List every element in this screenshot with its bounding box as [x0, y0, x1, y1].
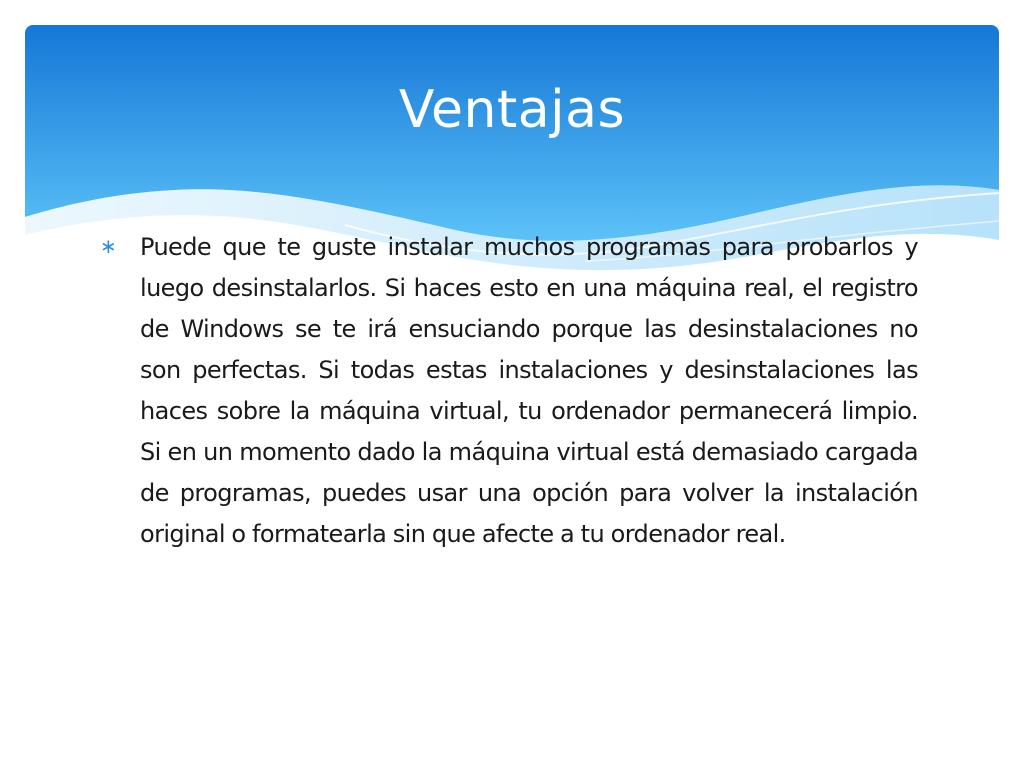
- bullet-text: Puede que te guste instalar muchos programas para probarlos y luego desinstalarlos. Si haces esto en una máquina real, el registro de Windows se te irá ensuciando porque las desinstalaciones no son perfectas. Si todas estas instalaciones y desinstalaciones las haces sobre la máquina virtual, tu ordenador permanecerá limpio. Si en un momento dado la máquina virtual está demasiado cargada de programas, puedes usar una opción para volver la instalación original o formatearla sin que afecte a tu ordenador real.: [140, 233, 918, 548]
- asterisk-bullet-icon: ∗: [100, 234, 117, 258]
- bullet-item: [100, 227, 918, 555]
- slide-content: [100, 227, 918, 555]
- slide-title: Ventajas: [398, 80, 626, 140]
